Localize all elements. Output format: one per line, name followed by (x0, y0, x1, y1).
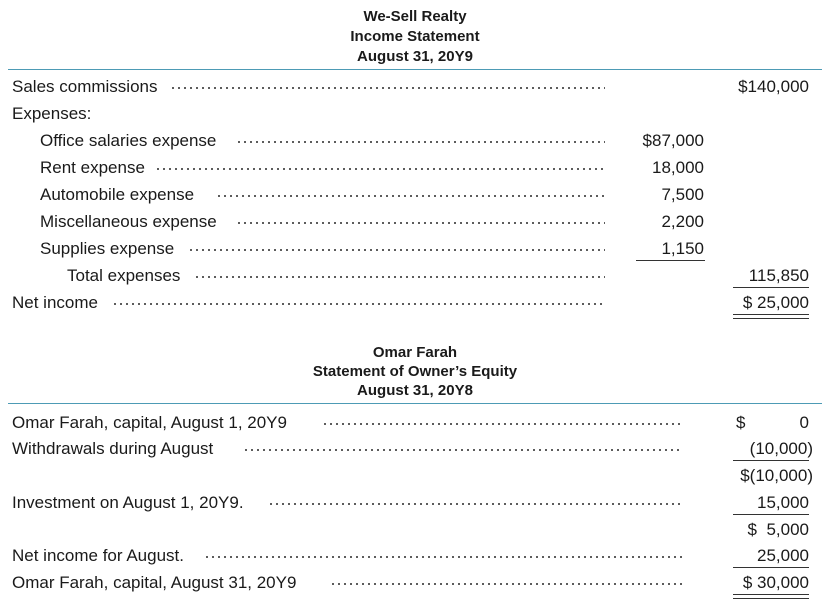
equity-row (0, 516, 830, 543)
total-expenses-row (0, 262, 830, 289)
leader-dots (170, 87, 605, 89)
leader-dots (268, 503, 682, 505)
leader-dots (188, 249, 605, 251)
expenses-heading: Expenses: (12, 100, 94, 127)
leader-dots (236, 222, 605, 224)
expense-label: Office salaries expense (40, 127, 219, 154)
income-company-name: We-Sell Realty (363, 8, 467, 25)
expenses-heading-row (0, 100, 830, 127)
equity-header-rule (8, 403, 822, 404)
income-date: August 31, 20Y9 (357, 48, 473, 65)
leader-dots (330, 583, 682, 585)
currency-symbol: $ (736, 413, 746, 432)
expense-row (0, 181, 830, 208)
income-title: Income Statement (350, 28, 480, 45)
ending-capital-double-underline (733, 594, 809, 599)
subtotal-underline (636, 260, 705, 261)
expense-row (0, 208, 830, 235)
net-income-label: Net income (12, 289, 101, 316)
total-expenses-amount: 115,850 (748, 266, 809, 285)
equity-owner-name: Omar Farah (372, 344, 458, 361)
expense-label: Miscellaneous expense (40, 208, 220, 235)
expense-amount: 7,500 (661, 185, 704, 204)
net-income-row (0, 289, 830, 316)
expense-row (0, 154, 830, 181)
equity-row (0, 489, 830, 516)
equity-row-label: Omar Farah, capital, August 1, 20Y9 (12, 409, 290, 436)
equity-row-label: Withdrawals during August (12, 435, 216, 462)
leader-dots (322, 423, 682, 425)
expense-amount: 1,150 (661, 239, 704, 258)
expense-label: Automobile expense (40, 181, 197, 208)
expense-amount: $87,000 (642, 131, 704, 150)
sales-amount: $140,000 (738, 77, 809, 96)
leader-dots (236, 141, 605, 143)
equity-row-amount: 15,000 (757, 493, 809, 512)
leader-dots (243, 449, 682, 451)
equity-date: August 31, 20Y8 (357, 382, 473, 399)
equity-row-label: Net income for August. (12, 542, 187, 569)
expense-label: Supplies expense (40, 235, 177, 262)
total-expenses-label: Total expenses (67, 262, 183, 289)
equity-underline (733, 567, 809, 568)
equity-underline (733, 514, 809, 515)
equity-row-label: Investment on August 1, 20Y9. (12, 489, 247, 516)
leader-dots (194, 276, 605, 278)
equity-row-amount: (10,000) (749, 439, 813, 458)
equity-row (0, 569, 830, 596)
expense-amount: 18,000 (652, 158, 704, 177)
net-income-amount: $ 25,000 (742, 293, 809, 312)
equity-underline (733, 460, 809, 461)
leader-dots (216, 195, 605, 197)
sales-row (0, 73, 830, 100)
leader-dots (155, 168, 605, 170)
expense-label: Rent expense (40, 154, 148, 181)
equity-row-amount: $ 5,000 (747, 520, 809, 539)
equity-row-amount: 25,000 (757, 546, 809, 565)
equity-row (0, 409, 830, 436)
equity-row (0, 542, 830, 569)
leader-dots (112, 303, 605, 305)
income-header-rule (8, 69, 822, 70)
equity-title: Statement of Owner’s Equity (312, 363, 518, 380)
expense-row (0, 127, 830, 154)
equity-row-amount: $(10,000) (740, 466, 813, 485)
equity-row-amount: 0 (799, 413, 809, 432)
equity-row-amount: $ 30,000 (742, 573, 809, 592)
equity-row-label: Omar Farah, capital, August 31, 20Y9 (12, 569, 299, 596)
leader-dots (204, 556, 682, 558)
expense-amount: 2,200 (661, 212, 704, 231)
equity-row (0, 435, 830, 462)
equity-row (0, 462, 830, 489)
total-underline (733, 287, 809, 288)
expense-row (0, 235, 830, 262)
net-income-double-underline (733, 314, 809, 319)
sales-label: Sales commissions (12, 73, 161, 100)
